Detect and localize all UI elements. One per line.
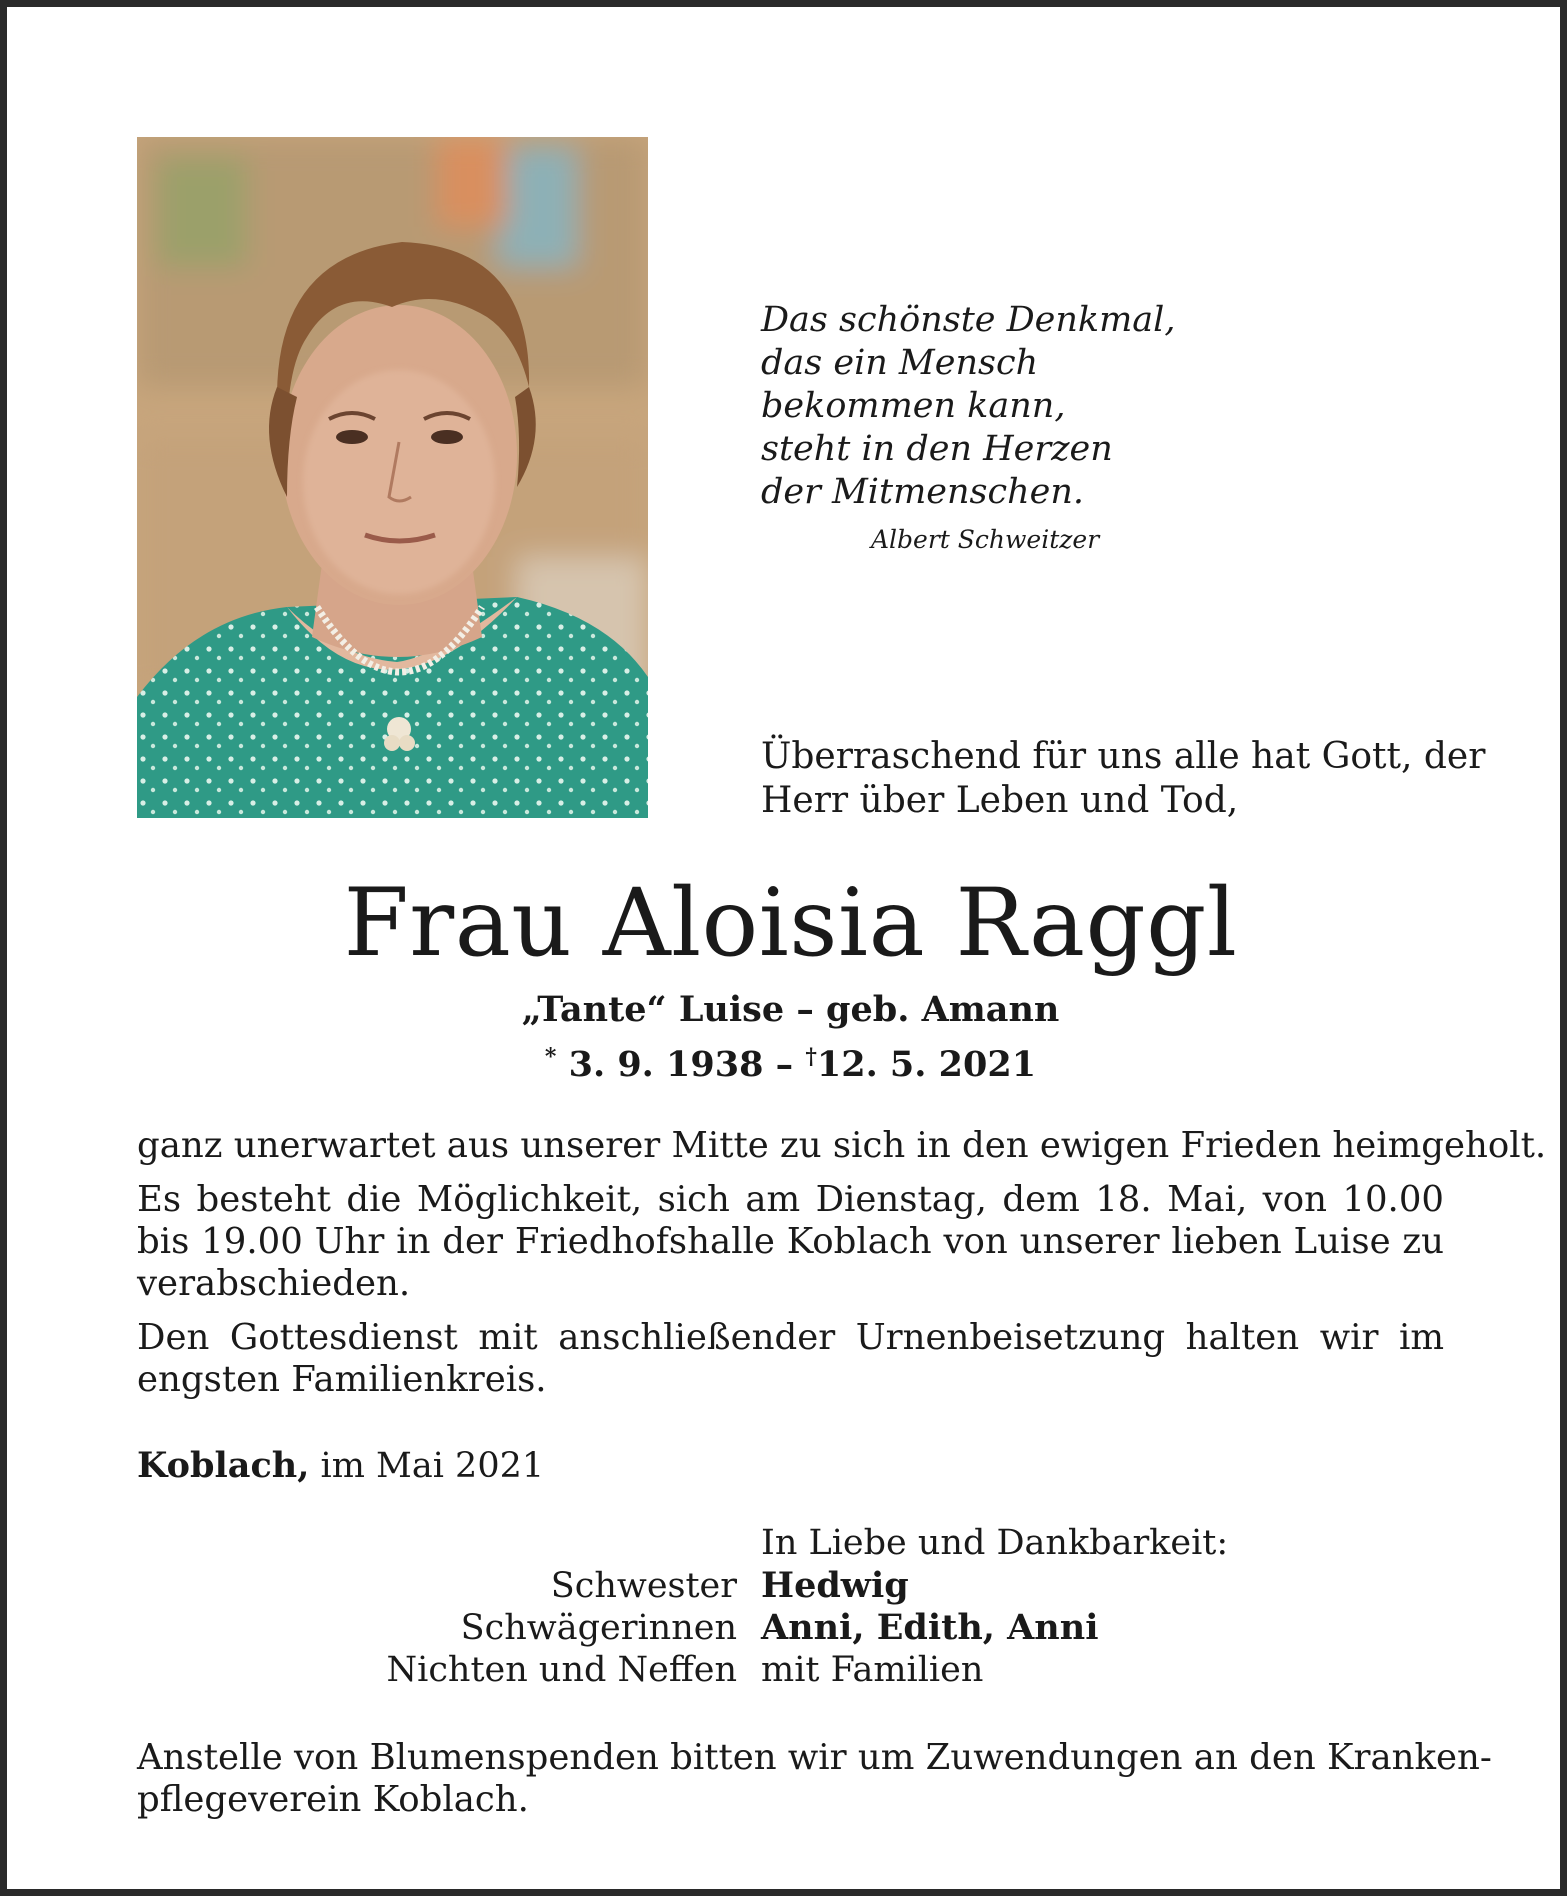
mourner-row xyxy=(307,1649,1307,1691)
memorial-quote xyxy=(761,299,1321,514)
intro-line: Überraschend für uns alle hat Gott, der xyxy=(761,736,1486,777)
death-date: 12. 5. 2021 xyxy=(816,1044,1037,1085)
donation-line: Anstelle von Blumenspenden bitten wir um Zuwendungen an den Kranken- xyxy=(137,1737,1492,1778)
mourner-names: Hedwig xyxy=(761,1565,909,1606)
mourners-list xyxy=(307,1565,1307,1691)
donation-note xyxy=(137,1737,1492,1821)
mourner-relation: Schwägerinnen xyxy=(460,1608,737,1648)
donation-line: pflegeverein Koblach. xyxy=(137,1779,529,1820)
deceased-nickname: „Tante“ Luise – geb. Amann xyxy=(521,989,1060,1030)
intro-line: Herr über Leben und Tod, xyxy=(761,780,1239,821)
date-separator: – xyxy=(775,1044,794,1085)
quote-line: das ein Mensch xyxy=(761,343,1039,383)
place-town: Koblach, xyxy=(137,1445,310,1486)
mourner-names: mit Familien xyxy=(761,1650,984,1690)
portrait-photo xyxy=(137,137,648,818)
place-month: im Mai 2021 xyxy=(309,1446,545,1486)
mourners-heading: In Liebe und Dankbarkeit: xyxy=(761,1523,1229,1563)
mourner-relation: Schwester xyxy=(550,1566,737,1606)
birth-date: 3. 9. 1938 xyxy=(568,1044,764,1085)
life-dates xyxy=(7,1044,1567,1085)
quote-line: Das schönste Denkmal, xyxy=(761,300,1176,340)
body-paragraph: ganz unerwartet aus unserer Mitte zu sich in den ewigen Frieden heimgeholt. xyxy=(137,1125,1547,1166)
place-date xyxy=(137,1445,544,1486)
quote-author: Albert Schweitzer xyxy=(871,525,1100,554)
announcement-body xyxy=(137,1125,1547,1413)
portrait-image xyxy=(137,137,648,818)
birth-symbol: * xyxy=(544,1044,557,1070)
quote-line: der Mitmenschen. xyxy=(761,472,1084,512)
intro-text xyxy=(761,735,1485,823)
death-symbol: † xyxy=(805,1044,817,1070)
body-paragraph: Es besteht die Möglichkeit, sich am Dienstag, dem 18. Mai, von 10.00 bis 19.00 Uhr in der Friedhofshalle Koblach von unserer lieben Luise zu verabschieden. xyxy=(137,1179,1444,1304)
quote-line: steht in den Herzen xyxy=(761,429,1113,469)
mourner-row xyxy=(307,1607,1307,1649)
mourner-row xyxy=(307,1565,1307,1607)
deceased-name: Frau Aloisia Raggl xyxy=(343,869,1238,978)
mourner-names: Anni, Edith, Anni xyxy=(761,1607,1099,1648)
mourner-relation: Nichten und Neffen xyxy=(386,1650,737,1690)
quote-line: bekommen kann, xyxy=(761,386,1066,426)
body-paragraph: Den Gottesdienst mit anschließender Urnenbeisetzung halten wir im engsten Familienkreis. xyxy=(137,1317,1444,1400)
